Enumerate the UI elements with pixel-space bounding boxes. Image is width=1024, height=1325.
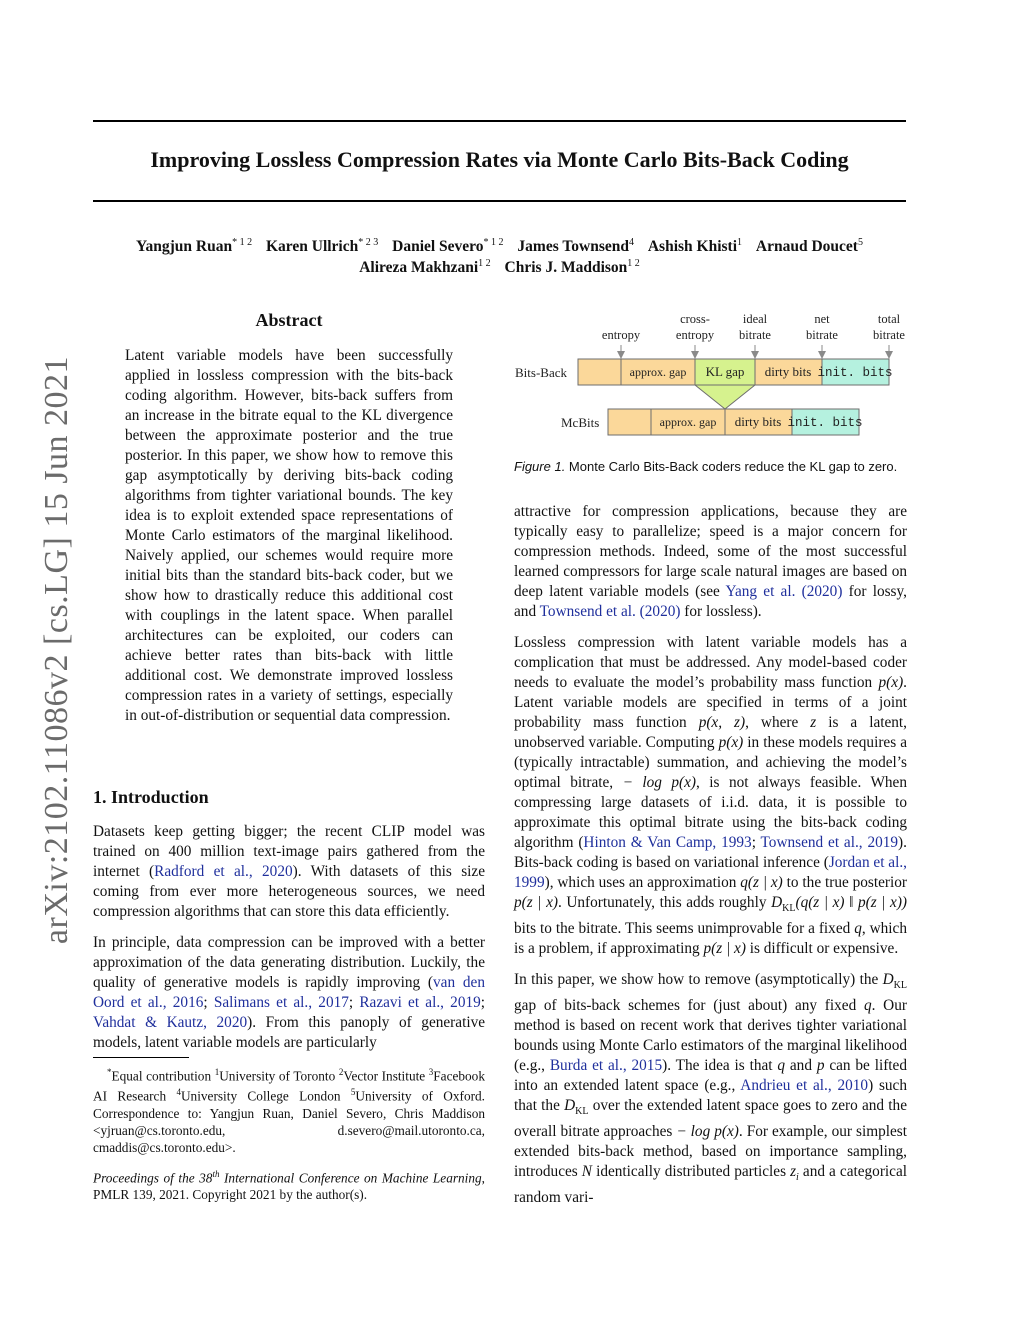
citation-link[interactable]: Andrieu et al., 2010 — [740, 1077, 869, 1095]
author: Karen Ullrich$^{* 2 3}$ — [265, 237, 379, 256]
right-column-body — [514, 502, 907, 1219]
bits-back-approx-gap-label: approx. gap — [629, 365, 687, 379]
kl-gap-collapse-triangle — [695, 385, 755, 409]
title-bottom-rule — [93, 200, 906, 202]
label-ideal-bitrate-1: ideal — [742, 312, 768, 326]
author: Chris J. Maddison$^{1 2}$ — [504, 258, 640, 277]
intro-paragraph-2: In principle, data compression can be improved with a better approximation of the data generating distribution. Luckily, the quality of generative models is rapidly improving (van den Oord et al., 2016; Salimans et al., 2017; Razavi et al., 2019; Vahdat & Kautz, 2020). From this panoply of generative models, latent variable models are particularly — [93, 934, 486, 1051]
citation-link[interactable]: Townsend et al., 2019 — [760, 834, 899, 851]
author: Ashish Khisti$^1$ — [647, 237, 743, 256]
author: Daniel Severo$^{* 1 2}$ — [392, 237, 504, 256]
citation-link[interactable]: Razavi et al., 2019 — [359, 994, 481, 1011]
label-total-bitrate-2: bitrate — [873, 328, 905, 342]
footnote-affiliations: *Equal contribution $^1$University of Toronto $^2$Vector Institute $^3$Facebook AI Research $^4$University College London $^5$University of Oxford. Correspondence to: Yangjun Ruan, Daniel Severo, Chris Maddison <yjruan@cs.toronto.edu, d.severo@mail.utoronto.ca, cmaddis@cs.toronto.edu>. — [93, 1067, 485, 1155]
right-paragraph-1: attractive for compression applications, because they are typically easy to parallelize; speed is a major concern for compression methods. Indeed, some of the most successful learned compressors for large scale natural images are based on deep latent variable models (see Yang et al. (2020) for lossy, and Townsend et al. (2020) for lossless). — [514, 503, 907, 620]
author: James Townsend$^4$ — [517, 237, 634, 256]
label-cross-entropy-2: entropy — [675, 328, 715, 342]
section-heading-introduction: 1. Introduction — [93, 787, 209, 807]
bits-back-init-bits-label: init. bits — [817, 366, 893, 380]
citation-link[interactable]: Jordan et al., 1999 — [514, 854, 907, 891]
row-label-bits-back: Bits-Back — [515, 365, 567, 380]
proceedings-note: Proceedings of the 38th International Conference on Machine Learning, PMLR 139, 2021. Copyright 2021 by the author(s). — [93, 1169, 485, 1203]
bits-back-dirty-bits-label: dirty bits — [764, 364, 812, 379]
mcbits-init-bits-label: init. bits — [787, 416, 863, 430]
citation-link[interactable]: van den Oord et al., 2016 — [93, 974, 485, 1011]
citation-link[interactable]: Vahdat & Kautz, 2020 — [93, 1014, 248, 1031]
mcbits-approx-gap-label: approx. gap — [659, 415, 717, 429]
mcbits-dirty-bits-label: dirty bits — [734, 414, 782, 429]
title-top-rule — [93, 120, 906, 122]
figure-1-caption: Figure 1. Monte Carlo Bits-Back coders reduce the KL gap to zero. — [514, 459, 898, 474]
footnote-rule — [93, 1057, 189, 1058]
intro-paragraph-1: Datasets keep getting bigger; the recent CLIP model was trained on 400 million text-image pairs gathered from the internet (Radford et al., 2020). With datasets of this size coming from ever more heterogeneous sources, we need compression algorithms that can store this data efficiently. — [93, 823, 485, 920]
citation-link[interactable]: Hinton & Van Camp, 1993 — [583, 834, 752, 851]
label-net-bitrate-2: bitrate — [806, 328, 838, 342]
abstract-body — [125, 346, 453, 737]
author: Arnaud Doucet$^5$ — [755, 237, 863, 256]
citation-link[interactable]: Radford et al., 2020 — [154, 863, 293, 880]
author-list-line-1 — [93, 237, 906, 256]
abstract-heading: Abstract — [255, 310, 323, 330]
bits-back-entropy-segment — [578, 359, 621, 385]
paper-title: Improving Lossless Compression Rates via Monte Carlo Bits-Back Coding — [150, 147, 849, 172]
label-entropy: entropy — [601, 328, 641, 342]
author-list-line-2 — [93, 258, 906, 277]
right-paragraph-3: In this paper, we show how to remove (asymptotically) the $D_{KL}$ gap of bits-back schemes for (just about) any fixed q. Our method is based on recent work that derives tighter variational bounds using Monte Carlo estimators of the marginal likelihood (e.g., Burda et al., 2015). The idea is that q and p can be lifted into an extended latent space (e.g., Andrieu et al., 2010) such that the $D_{KL}$ over the extended latent space goes to zero and the overall bitrate approaches − log p(x). For example, our simplest extended bits-back method, based on importance sampling, introduces N identically distributed particles $z_i$ and a categorical random vari- — [514, 971, 908, 1207]
citation-link[interactable]: Townsend et al. (2020) — [539, 603, 681, 620]
label-net-bitrate-1: net — [814, 312, 830, 326]
author: Yangjun Ruan$^{* 1 2}$ — [136, 237, 253, 256]
abstract-text: Latent variable models have been successfully applied in lossless compression with the bits-back coding algorithm. However, bits-back suffers from an increase in the bitrate equal to the KL divergence between the approximate posterior and the true posterior. In this paper, we show how to remove this gap asymptotically by deriving bits-back coding algorithms from tighter variational bounds. The key idea is to exploit extended space representations of Monte Carlo estimators of the marginal likelihood. Naively applied, our schemes would require more initial bits than the standard bits-back coder, but we show how to drastically reduce this additional cost with couplings in the latent space. When parallel architectures can be exploited, our coders can achieve better rates than bits-back with little additional cost. We demonstrate improved lossless compression rates in a variety of settings, especially in out-of-distribution or sequential data compression. — [125, 347, 453, 724]
left-column-body — [93, 822, 485, 1064]
right-paragraph-2: Lossless compression with latent variable models has a complication that must be addressed. Any model-based coder needs to evaluate the model’s probability mass function p(x). Latent variable models are specified in terms of a joint probability mass function p(x, z), where z is a latent, unobserved variable. Computing p(x) in these models requires a (typically intractable) summation, and achieving the model’s optimal bitrate, − log p(x), is not always feasible. When compressing large datasets of i.i.d. data, it is possible to approximate this optimal bitrate using the bits-back coding algorithm (Hinton & Van Camp, 1993; Townsend et al., 2019). Bits-back coding is based on variational inference (Jordan et al., 1999), which uses an approximation q(z | x) to the true posterior p(z | x). Unfortunately, this adds roughly $D_{KL}(q(z$ | x) ‖ p(z | x)) bits to the bitrate. This seems unimprovable for a fixed q, which is a problem, if approximating p(z | x) is difficult or expensive. — [514, 634, 908, 958]
bits-back-kl-gap-label: KL gap — [705, 364, 745, 379]
citation-link[interactable]: Salimans et al., 2017 — [213, 994, 349, 1011]
citation-link[interactable]: Yang et al. (2020) — [725, 583, 843, 600]
label-cross-entropy-1: cross- — [680, 312, 710, 326]
figure-1-diagram — [505, 305, 915, 445]
arxiv-identifier: arXiv:2102.11086v2 [cs.LG] 15 Jun 2021 — [38, 355, 75, 945]
author: Alireza Makhzani$^{1 2}$ — [359, 258, 491, 277]
mcbits-entropy-segment — [608, 409, 651, 435]
row-label-mcbits: McBits — [561, 415, 600, 430]
label-ideal-bitrate-2: bitrate — [739, 328, 771, 342]
label-total-bitrate-1: total — [877, 312, 901, 326]
citation-link[interactable]: Burda et al., 2015 — [549, 1057, 663, 1075]
